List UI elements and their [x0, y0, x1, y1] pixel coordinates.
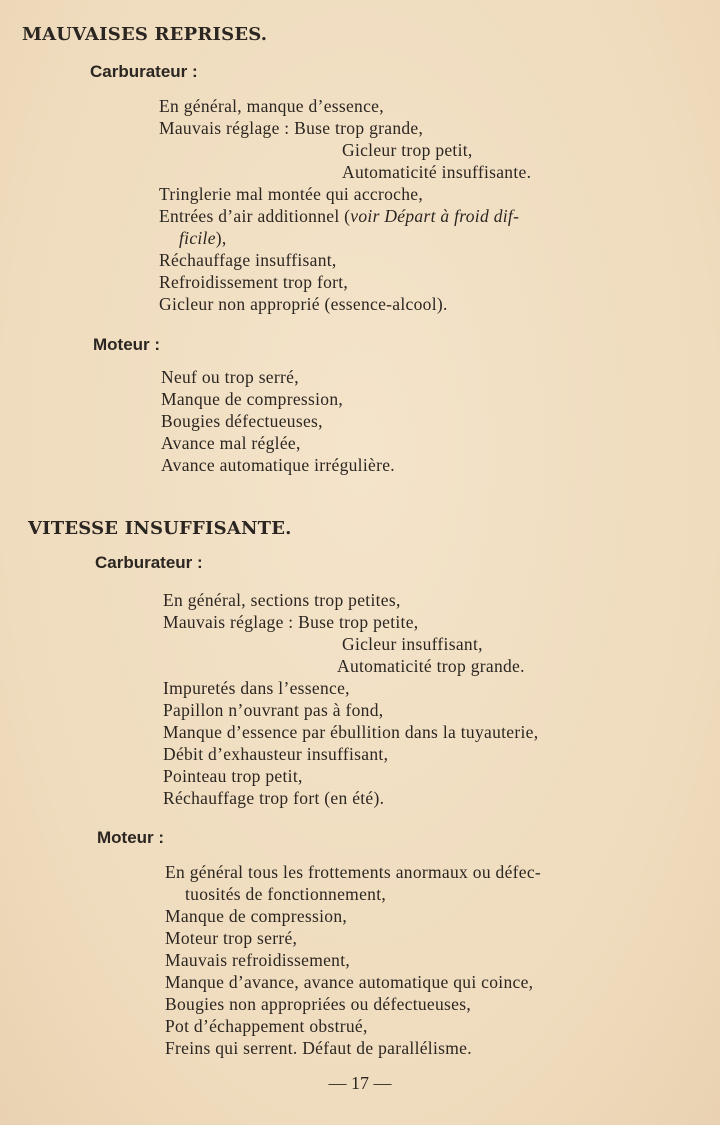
list-item: Réchauffage trop fort (en été).: [163, 788, 385, 808]
list-item: Gicleur non approprié (essence-alcool).: [159, 294, 448, 314]
subsection-moteur-1: Moteur :: [93, 335, 161, 354]
list-item: Papillon n’ouvrant pas à fond,: [163, 700, 384, 720]
list-item: [159, 227, 531, 249]
list-item: [159, 205, 531, 227]
subsection-carburateur-1: Carburateur :: [90, 62, 198, 81]
page-number: — 17 —: [328, 1073, 392, 1093]
list-item: Bougies défectueuses,: [161, 411, 323, 431]
list-item: En général, manque d’essence,: [159, 96, 384, 116]
list-item: En général tous les frottements anormaux ou défec-: [165, 862, 542, 882]
section-title-vitesse-insuffisante: VITESSE INSUFFISANTE.: [28, 518, 292, 539]
list-item: Moteur trop serré,: [165, 928, 298, 948]
list-item: Tringlerie mal montée qui accroche,: [159, 184, 424, 204]
list-item: Réchauffage insuffisant,: [159, 250, 337, 270]
moteur-list-1: [161, 366, 395, 476]
list-item: Avance mal réglée,: [161, 433, 301, 453]
list-item: Impuretés dans l’essence,: [163, 678, 350, 698]
list-item: Bougies non appropriées ou défectueuses,: [165, 994, 472, 1014]
line-text: ),: [215, 228, 227, 248]
list-item: tuosités de fonctionnement,: [185, 884, 387, 904]
list-item: Freins qui serrent. Défaut de parallélisme.: [165, 1038, 472, 1058]
list-item: En général, sections trop petites,: [163, 590, 401, 610]
section-title-mauvaises-reprises: MAUVAISES REPRISES.: [22, 24, 268, 45]
list-item: Mauvais réglage : Buse trop petite,: [163, 612, 419, 632]
list-item: Manque de compression,: [165, 906, 348, 926]
list-item: Pointeau trop petit,: [163, 766, 303, 786]
list-item: Automaticité insuffisante.: [342, 162, 532, 182]
moteur-list-2: [165, 861, 541, 1059]
list-item: Gicleur insuffisant,: [342, 634, 483, 654]
list-item: Neuf ou trop serré,: [161, 367, 299, 387]
list-item: Automaticité trop grande.: [337, 656, 525, 676]
list-item: Mauvais réglage : Buse trop grande,: [159, 118, 424, 138]
italic-reference: voir Départ à froid dif-: [350, 206, 520, 226]
carburateur-list-1: [159, 95, 531, 315]
list-item: Manque de compression,: [161, 389, 344, 409]
line-text: Entrées d’air additionnel (: [159, 206, 351, 226]
list-item: Manque d’essence par ébullition dans la tuyauterie,: [163, 722, 539, 742]
italic-reference: ficile: [179, 228, 216, 248]
subsection-carburateur-2: Carburateur :: [95, 553, 203, 572]
list-item: Débit d’exhausteur insuffisant,: [163, 744, 389, 764]
list-item: Mauvais refroidissement,: [165, 950, 351, 970]
subsection-moteur-2: Moteur :: [97, 828, 165, 847]
list-item: Pot d’échappement obstrué,: [165, 1016, 368, 1036]
list-item: Refroidissement trop fort,: [159, 272, 349, 292]
list-item: Avance automatique irrégulière.: [161, 455, 395, 475]
list-item: Manque d’avance, avance automatique qui coince,: [165, 972, 534, 992]
carburateur-list-2: [163, 589, 538, 809]
list-item: Gicleur trop petit,: [342, 140, 473, 160]
